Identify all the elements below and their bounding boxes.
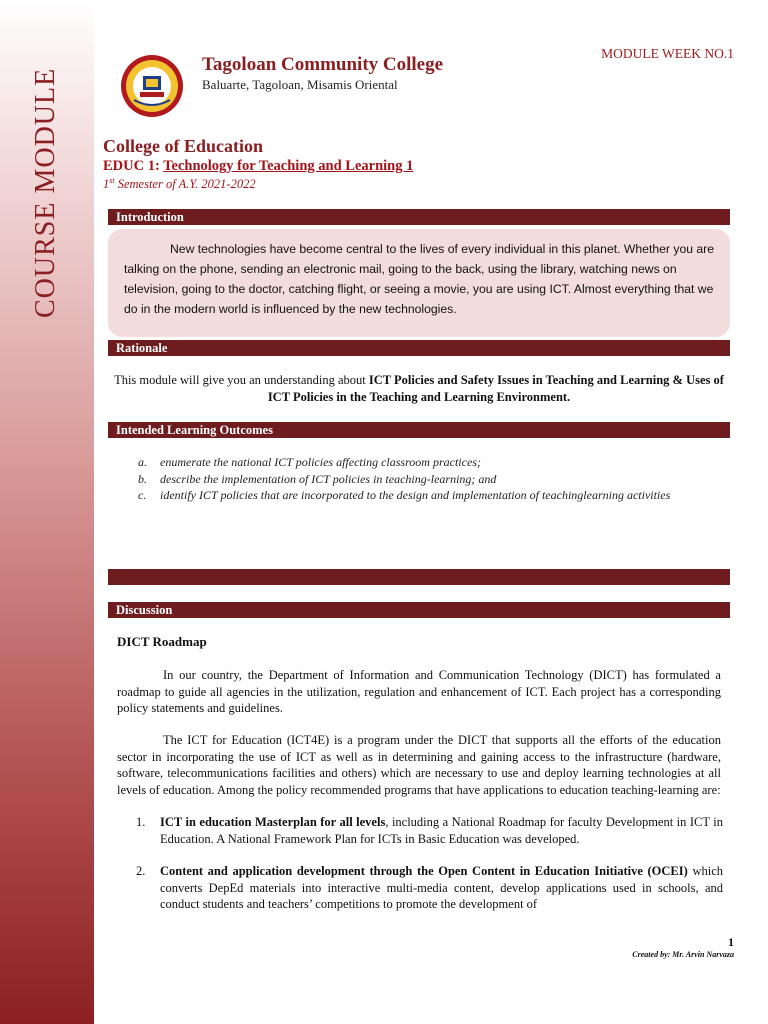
section-bar-rationale: Rationale [108,340,730,356]
rationale-text: This module will give you an understanding about ICT Policies and Safety Issues in Teaching and Learning & Uses of ICT Policies in the Teaching and Learning Environment. [114,373,724,404]
outcome-item: a. enumerate the national ICT policies affecting classroom practices; [138,455,481,469]
program-item: 1. ICT in education Masterplan for all levels, including a National Roadmap for faculty Development in ICT in Education. A National Framework Plan for ICTs in Basic Education was developed. [136,815,723,846]
dict-roadmap-heading: DICT Roadmap [117,634,207,649]
introduction-text: New technologies have become central to the lives of every individual in this planet. Whether you are talking on the phone, sending an electronic mail, going to the back, using the library, watching news on television, going to the doctor, catching flight, or seeing a movie, you are using ICT. Almost everything that we do in the modern world is influenced by the new technologies. [108,229,730,337]
section-bar-blank [108,569,730,585]
college-name: Tagoloan Community College [202,54,444,75]
college-seal-icon [120,54,184,118]
course-title: Technology for Teaching and Learning 1 [163,158,414,174]
program-list [136,814,723,913]
department-title: College of Education [103,136,263,156]
college-address: Baluarte, Tagoloan, Misamis Oriental [202,77,398,92]
section-bar-ilo: Intended Learning Outcomes [108,422,730,438]
section-bar-discussion: Discussion [108,602,730,618]
discussion-paragraph-2: The ICT for Education (ICT4E) is a program under the DICT that supports all the efforts of the education sector in incorporating the use of ICT as well as in determining and gaining access to the infrastructure (hardware, software, telecommunications facilities and others) which are necessary to use and deploy learning technologies at all levels of education. Among the policy recommended programs that have applications to education teaching-learning are: [117,733,721,797]
page-number: 1 [728,935,734,949]
rationale-bold: ICT Policies and Safety Issues in Teaching and Learning & Uses of ICT Policies in the Teaching and Learning Environment. [267,373,724,404]
course-code: EDUC 1: [103,158,160,174]
course-line [103,158,413,175]
program-item: 2. Content and application development through the Open Content in Education Initiative (OCEI) which converts DepEd materials into interactive multi-media content, develop applications used in schools, and conduct students and teachers’ competitions to promote the development of [136,864,723,911]
outcome-item: c. identify ICT policies that are incorporated to the design and implementation of teachinglearning activities [138,488,671,502]
section-bar-introduction: Introduction [108,209,730,225]
module-week: MODULE WEEK NO.1 [601,46,734,61]
outcomes-list [138,454,730,504]
discussion-paragraph-1: In our country, the Department of Information and Communication Technology (DICT) has formulated a roadmap to guide all agencies in the utilization, regulation and enhancement of ICT. Each project has a corresponding policy statements and guidelines. [117,668,721,715]
course-module-label: COURSE MODULE [30,67,61,318]
semester: 1st Semester of A.Y. 2021-2022 [103,176,256,192]
created-by: Created by: Mr. Arvin Narvaza [632,950,734,959]
outcome-item: b. describe the implementation of ICT policies in teaching-learning; and [138,471,497,486]
